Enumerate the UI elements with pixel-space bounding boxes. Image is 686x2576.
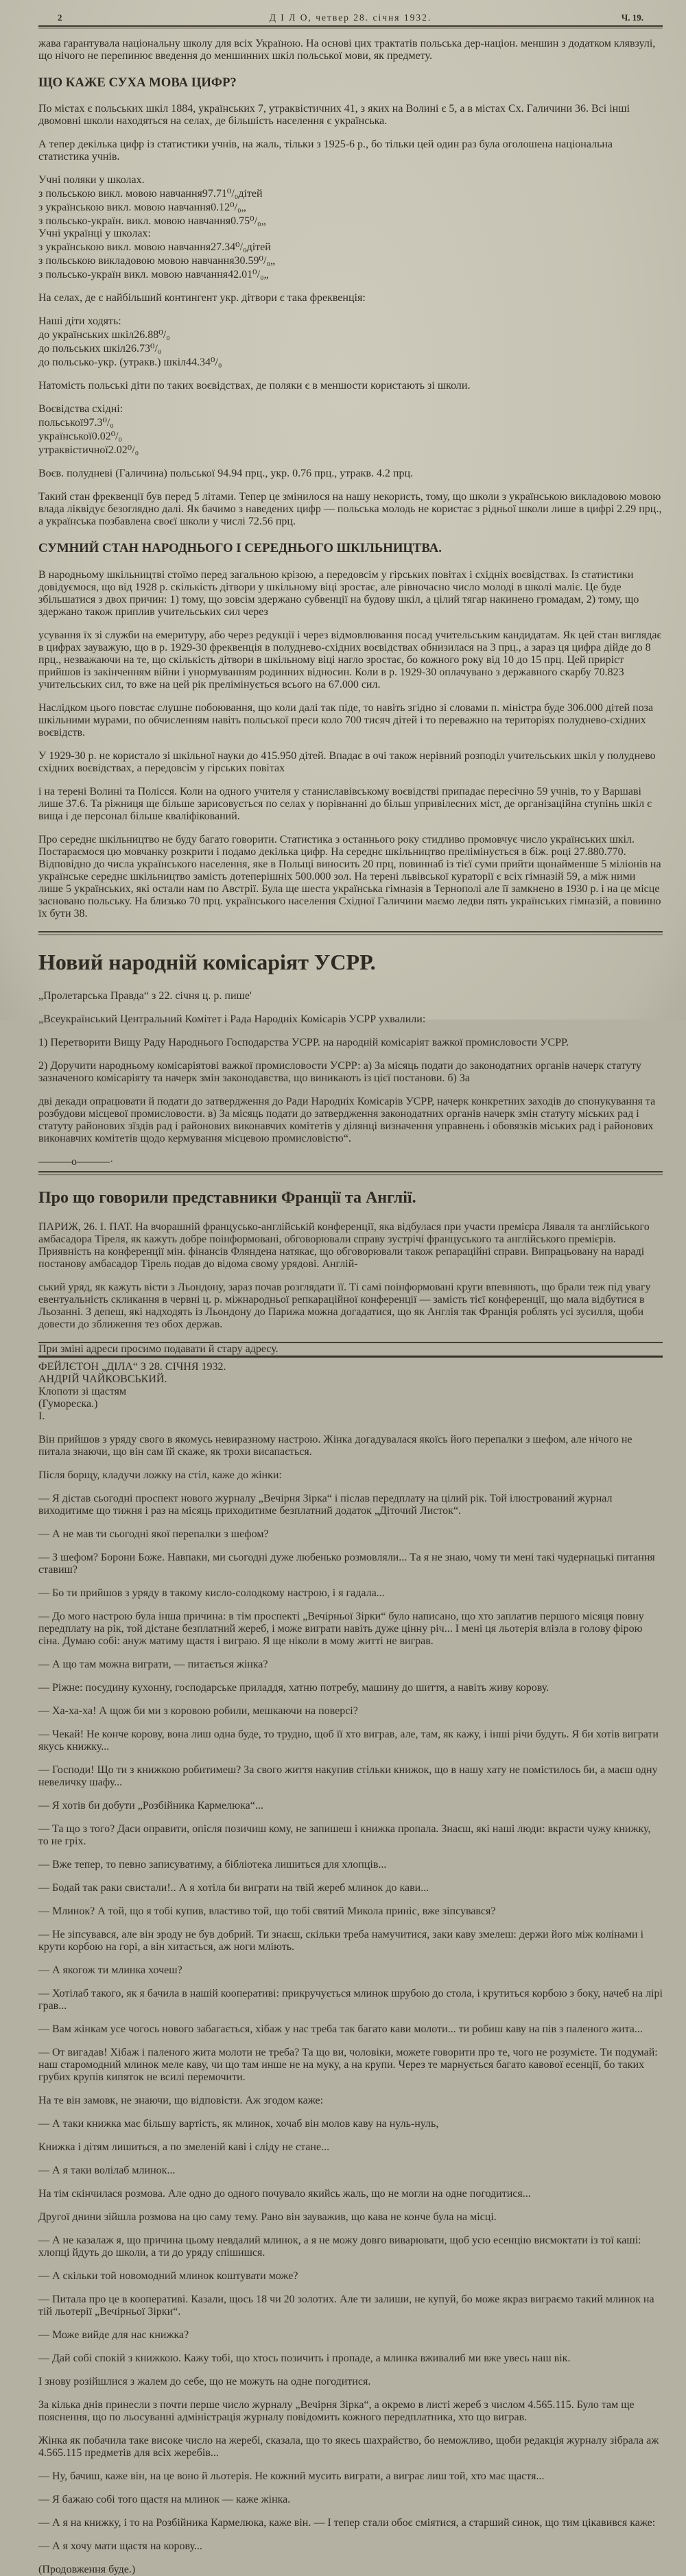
header-rule (38, 25, 663, 27)
article-school-continuation (38, 629, 663, 920)
paragraph: На селах, де є найбільший контингент укр. дітвори є така фреквенція: (38, 292, 366, 304)
paragraph: — Вже тепер, то певно записуватиму, а бібліотека лишиться для хлопців... (38, 1858, 387, 1870)
stat-cell: 42.01⁰/₀ (228, 269, 264, 281)
paragraph: — А не мав ти сьогодні якої перепалки з шефом? (38, 1528, 269, 1540)
headline-france-england: Про що говорили представники Франції та Англії. (38, 1188, 416, 1207)
article-school-column-3 (38, 786, 663, 920)
address-change-banner: При зміні адреси просимо подавати й стару адресу. (38, 1343, 279, 1355)
stat-table-title-poles: Учні поляки у школах. (38, 174, 145, 186)
stat-cell: до польсько-укр. (утракв.) шкіл (38, 357, 187, 369)
feuilleton-title: Клопоти зі щастям (38, 1385, 127, 1397)
article-usrr-right (38, 1096, 663, 1168)
stat-cell: „ (261, 215, 266, 228)
stat-cell: польської (38, 417, 84, 429)
paragraph: Після борщу, кладучи ложку на стіл, каже до жінки: (38, 1469, 282, 1481)
paragraph: — А що там можна виграти, — питається жінка? (38, 1658, 268, 1670)
headline-usrr: Новий народній комісаріят УСРР. (38, 950, 376, 975)
paragraph: — Хотілаб такого, як я бачила в нашій кооперативі: прикручується млинок шрубою до стола, і крутиться корбою з боку, начеб на лірі грав... (38, 1987, 663, 2012)
stat-cell: утраквістичної (38, 444, 108, 457)
paragraph: Воєв. полудневі (Галичина) польської 94.94 прц., укр. 0.76 прц., утракв. 4.2 прц. (38, 468, 413, 480)
feuilleton-rubric: ФЕЙЛЄТОН „ДІЛА“ З 28. СІЧНЯ 1932. (38, 1360, 226, 1373)
stat-cell: з польсько-україн викл. мовою навчання (38, 269, 228, 281)
article-school-column-2 (38, 629, 663, 775)
stat-row (38, 254, 663, 267)
paragraph: — Та що з того? Даси оправити, опісля позичиш кому, не запишеш і книжка пропала. Знаєш, які наші люди: вкрасти чужу книжку, то не гріх. (38, 1822, 651, 1847)
paragraph: — А скільки той новомодний млинок коштувати може? (38, 2270, 298, 2282)
paragraph: — Я бажаю собі того щастя на млинок — каже жінка. (38, 2493, 291, 2505)
paragraph: На тім скінчилася розмова. Але одно до одного почувало якийсь жаль, що не могли на одне погодитися... (38, 2187, 531, 2200)
paragraph: жава гарантувала національну школу для всіх Україною. На основі цих трактатів польська дер-націон. меншин з додатком клявзулі, що нічого не перепинює введення до меншинних шкіл польської мови, як предмету. (38, 38, 656, 62)
paragraph: В народньому шкільництві стоїмо перед загальною крізою, а передовсім у гірських повітах і східніх воєвідствах. Із статистики довідуємося, що від 1928 р. скількість дітвори у шкільному віці зростає, але рівночасно число молоді в школі маліє. Це буде збільшатися з двох причин: 1) тому, що зовсім здержано субвенції на будову шкіл, а цілий тягар накинено громадам, 2) тому, що здержано також приплив учительських сил через (38, 568, 639, 618)
stat-row (38, 200, 663, 214)
stat-row (38, 186, 663, 200)
stat-cell: 30.59⁰/₀ (234, 255, 270, 267)
paragraph: — З шефом? Борони Боже. Навпаки, ми сьогодні дуже любенько розмовляли... Та я не знаю, чому ти мені такі чудернацькі питання ставиш? (38, 1551, 655, 1576)
paragraph: — Я дістав сьогодні проспект нового журналу „Вечірня Зірка“ і післав передплату на цілий рік. Той ілюстрований журнал виходитиме що тижня і раз на місяць приходитиме безплатний додаток „Діточий Листок“. (38, 1492, 613, 1517)
stat-table-children (38, 328, 663, 369)
paragraph: На те він замовк, не знаючи, що відповісти. Аж згодом каже: (38, 2094, 324, 2106)
paragraph: Книжка і дітям лишиться, а по змеленій каві і сліду не стане... (38, 2141, 330, 2153)
article-france-england (38, 1221, 663, 1331)
stat-row (38, 341, 663, 355)
stat-cell: 26.88⁰/₀ (134, 329, 170, 341)
feuilleton-chapter-number: І. (38, 1410, 45, 1422)
feuilleton-section (38, 1361, 663, 2576)
stat-cell: з польською викл. мовою навчання (38, 188, 202, 200)
stat-cell: дітей (246, 241, 271, 254)
stat-cell: 44.34⁰/₀ (186, 357, 222, 369)
paragraph: усування їх зі служби на емеритуру, або через редукції і через відмовлювання посад учительським кандидатам. Як цей стан виглядає в цифрах зауважую, що в р. 1929-30 фреквенція в полуднево-східних воєвідствах обнизилася на 3 прц., а зараз ця цифра дійде до 8 прц., незважаючи на те, що скількість дітвори в шкільному віці нагло зростає, бо кожного року від 10 до 15 прц. Цей приріст прийшов із закінченням війни і унормуванням родинних відносин. Коли в р. 1929-30 оплачувано з державного скарбу 70.823 учительських сил, то вже на цей рік прелімінується всього на 67.000 сил. (38, 629, 662, 690)
stat-cell: української (38, 431, 92, 443)
paragraph: По містах є польських шкіл 1884, українських 7, утраквістичних 41, з яких на Волині є 5, а в містах Сх. Галичини 36. Всі інші двомовні школи находяться на селах, де більшість населення є українська. (38, 103, 630, 128)
paragraph: У 1929-30 р. не користало зі шкільної науки до 415.950 дітей. Впадає в очі також нерівний розподіл учительських шкіл у полуднево східних воєвідствах, а передовсім у гірських повітах (38, 749, 656, 774)
stat-cell: 0.12⁰/₀ (211, 202, 241, 214)
paragraph: — А якогож ти млинка хочеш? (38, 1964, 182, 1976)
article-france-left (38, 1221, 663, 1271)
stat-table-poles (38, 186, 663, 228)
paragraph: — А я на книжку, і то на Розбійника Кармелюка, каже він. — І тепер стали обоє сміятися, а старший синок, що тим цікавився каже: (38, 2516, 656, 2529)
stat-cell: 27.34⁰/₀ (211, 241, 247, 254)
article-school-column-1 (38, 38, 663, 618)
paragraph: „Всеукраїнський Центральний Комітет і Рада Народніх Комісарів УСРР ухвалили: (38, 1013, 426, 1025)
paragraph: — Ну, бачиш, каже він, на це воно й льотерія. Не кожний мусить виграти, а виграє лиш той, хто має щастя... (38, 2470, 545, 2482)
feuilleton-subtitle: (Гумореска.) (38, 1397, 98, 1410)
page-header (38, 7, 663, 25)
stat-cell: до польських шкіл (38, 343, 126, 355)
paragraph: Він прийшов з уряду свого в якомусь невиразному настрою. Жінка догадувалася якоїсь його перепалки з шефом, але нічого не питала знаючи, що він сам їй скаже, як трохи висапається. (38, 1433, 632, 1458)
paragraph: Такий стан фреквенції був перед 5 літами. Тепер це змінилося на нашу некористь, тому, що школи з українською викладовою мовою влада ліквідує безоглядно далі. Як бачимо з наведених цифр — польська молодь не користає з рідньої школи лише в цифрі 2.29 прц., а українська позбавлена своєї школи у числі 72.56 прц. (38, 491, 662, 528)
stat-row (38, 267, 663, 281)
stat-cell: „ (263, 269, 269, 281)
heading-dry-numbers: ЩО КАЖЕ СУХА МОВА ЦИФР? (38, 75, 237, 90)
paragraph: — От вигадав! Хібаж і паленого жита молоти не треба? Та що ви, чоловіки, можете говорити про те, чого не розумієте. Ти подумай: наш старомодний млинок меле каву, чи що там инше не на муку, а на крупи. Через те марнується багато кавової есенції, бо таких грубих крупів кипяток не всилі перемочити. (38, 2046, 658, 2083)
paragraph: ський уряд, як кажуть вісти з Льондону, зараз почав розглядати її. Ті самі поінформовані круги впевняють, що брали теж під увагу евентуальність скликання в червні ц. р. міжнародньої репкараційної конференції — замість тієї конференції, що мала відбутися в Льозанні. З депеш, які надходять із Льондону до Парижа можна догадатися, що як Англія так Франція роблять усі зусилля, щоби довести до зближення тез обох держав. (38, 1281, 651, 1330)
paragraph: і на терені Волині та Полісся. Коли на одного учителя у станиславівському воєвідстві припадає пересічно 59 учнів, то у Варшаві лише 37.6. Та ріжниця ще більше зарисовується по селах у порівнанні до більш упривілеєних міст, де організаційна ступінь шкіл є вища і де персонал більше кваліфікований. (38, 785, 652, 822)
stat-cell: з польською викладовою мовою навчання (38, 255, 235, 267)
paragraph: „Пролетарська Правда“ з 22. січня ц. р. пише' (38, 989, 252, 1002)
feuilleton-author: АНДРІЙ ЧАЙКОВСЬКИЙ. (38, 1373, 167, 1385)
article-end-mark: ———о———· (38, 1155, 114, 1168)
stat-table-voievodstva (38, 416, 663, 457)
paragraph: Другої днини зійшла розмова на цю саму тему. Рано він зауважив, що кава не конче була на місці. (38, 2211, 497, 2223)
stat-cell: з українською викл. мовою навчання (38, 241, 211, 254)
stat-cell: 2.02⁰/₀ (108, 444, 139, 457)
stat-row (38, 214, 663, 228)
paragraph: — Чекай! Не конче корову, вона лиш одна буде, то трудно, щоб її хто виграв, але, там, як кажу, і інші річи будуть. Я би хотів виграти якусь книжку... (38, 1728, 659, 1753)
paragraph: — Я хотів би добути „Розбійника Кармелюка“... (38, 1799, 263, 1811)
paragraph: — А я таки волілаб млинок... (38, 2164, 176, 2176)
stat-cell: 97.3⁰/₀ (83, 417, 114, 429)
page-number: 2 (58, 12, 62, 23)
continuation-note: (Продовження буде.) (38, 2563, 136, 2575)
stat-row (38, 443, 663, 457)
paragraph: І знову розійшлися з жалем до себе, що не можуть на одне погодитися. (38, 2375, 371, 2387)
feuilleton-column-3 (38, 2141, 663, 2576)
stat-row (38, 355, 663, 369)
paragraph: — Дай собі спокій з книжкою. Кажу тобі, що хтось позичить і пропаде, а млинка вживалиб ми вже увесь наш вік. (38, 2352, 571, 2364)
paragraph: 2) Доручити народньому комісаріятові важкої промисловости УСРР: а) За місяць подати до законодатних органів начерк статуту зазначеного комісаріяту та начерк змін законодавства, що виникають із цієї постанови. б) За (38, 1059, 641, 1084)
paragraph: — Питала про це в кооперативі. Казали, щось 18 чи 20 золотих. Але ти залиши, не купуй, бо може якраз виграємо такий млинок на тій льотерії „Вечірньої Зірки“. (38, 2293, 654, 2318)
paragraph: — Господи! Що ти з книжкою робитимеш? За свого життя накупив стільки книжок, що в нашу хату не помістилось би, а маєш одну невеличку шафу... (38, 1764, 658, 1788)
banner-rule-bottom (38, 1356, 663, 1361)
stat-cell: з українською викл. мовою навчання (38, 202, 211, 214)
issue-number: Ч. 19. (621, 12, 643, 23)
stat-row (38, 416, 663, 429)
feuilleton-column-1-text (38, 1434, 663, 1718)
paragraph: Про середнє шкільництво не буду багато говорити. Статистика з останнього року стидливо промовчує число українських шкіл. Постараємося цю мовчанку розкрити і подамо декілька цифр. На середнє шкільництво прелімінується в біж. році 27.880.770. Відповідно до числа українського населення, яке в Польщі виносить 20 прц, повиннаб із тієї суми прийти щонайменше 5 міліонів на українське середнє шкільництво замість дотеперішніх 500.000 зол. На терені львівської кураторії є всіх гімназій 59, а між ними лише 5 українських, які остали нам по Австрії. Була ще шеста українська гімназія в Тернополі але її замкнено в 1930 р. і на це місце засновано польську. На близько 70 прц. українського населення Східної Галичини маємо ледви пять українських гімназій, а повинно їх бути 38. (38, 833, 661, 919)
stat-table-title-voievodstva: Воєвідства східні: (38, 403, 123, 416)
stat-cell: дітей (238, 188, 263, 200)
stat-cell: 0.02⁰/₀ (91, 431, 123, 443)
right-region (38, 629, 663, 1331)
paragraph: — А я хочу мати щастя на корову... (38, 2540, 202, 2552)
stat-table-title-children: Наші діти ходять: (38, 315, 121, 328)
stat-row (38, 429, 663, 443)
stat-row (38, 328, 663, 341)
stat-cell: з польсько-україн. викл. мовою навчання (38, 215, 231, 228)
paragraph: — Вам жінкам усе чогось нового забагається, хібаж у нас треба так багато кави молоти... ти робиш каву на пів з паленого жита... (38, 2023, 643, 2035)
paragraph: — Бодай так раки свистали!.. А я хотіла би виграти на твій жереб млинок до кави... (38, 1881, 429, 1894)
feuilleton-column-3-text (38, 2141, 663, 2553)
heading-sad-state: СУМНИЙ СТАН НАРОДНЬОГО І СЕРЕДНЬОГО ШКІЛЬНИЦТВА. (38, 541, 442, 556)
paragraph: дві декади опрацювати й подати до затвердження до Ради Народніх Комісарів УСРР, начерк конкретних заходів до спонукування та розбудови місцевої промисловости. в) За місяць подати до затвердження законодатних органів начерк змін статуту міських рад і статуту районових зїздів рад і районових виконавчих комітетів у ділянці визначення управнень і обовязків міських рад і районових виконавчих комітетів щодо кермування місцевою промисловістю“. (38, 1095, 656, 1144)
stat-table-ukrainians (38, 240, 663, 281)
stat-cell: „ (270, 255, 276, 267)
feuilleton-column-1 (38, 1361, 663, 1718)
paragraph: — До мого настрою була інша причина: в тім проспекті „Вечірньої Зірки“ було написано, що хто заплатив першого місяця повну передплату на рік, той дістане безплатний жереб, і може виграти навіть дуже цінну річ... І мені ця льотерія влізла в голову фірою сіна. Думаю собі: ануж матиму щастя і виграю. Я ще ніколи в мому житті не виграв. (38, 1610, 644, 1647)
article-usrr (38, 990, 663, 1168)
stat-row (38, 240, 663, 254)
masthead: Д І Л О, четвер 28. січня 1932. (269, 12, 432, 23)
paragraph: — Ріжне: посудину кухонну, господарське приладдя, хатню потребу, машину до шиття, а навіть живу корову. (38, 1681, 549, 1694)
paragraph: Жінка як побачила таке високе число на жеребі, сказала, що то якесь шахрайство, бо неможливо, щоби редакція журналу зібрала аж 4.565.115 предметів для всіх жеребів... (38, 2434, 659, 2459)
paragraph: — Млинок? А той, що я тобі купив, властиво той, що тобі святий Микола приніс, вже зіпсувався? (38, 1905, 496, 1917)
paragraph: — Ха-ха-ха! А щож би ми з коровою робили, мешкаючи на поверсі? (38, 1705, 358, 1717)
paragraph: — Бо ти прийшов з уряду в такому кисло-солодкому настрою, і я гадала... (38, 1587, 385, 1599)
article-usrr-right-text (38, 1096, 663, 1145)
stat-cell: „ (241, 202, 246, 214)
stat-cell: до українських шкіл (38, 329, 134, 341)
top-section (38, 38, 663, 1331)
stat-table-title-ukrainians: Учні українці у школах: (38, 228, 151, 240)
paragraph: А тепер декілька цифр із статистики учнів, на жаль, тільки з 1925-6 р., бо тільки цей один раз була оголошена національна статистика учнів. (38, 139, 613, 163)
paragraph: ПАРИЖ, 26. І. ПАТ. На вчорашній францусько-англійській конференції, яка відбулася при участи премієра Ляваля та англійського амбасадора Тіреля, як кажуть добре поінформовані, обговорювали справу зустрічі француського та англійського премієрів. Приявність на конференції мін. фінансів Фляндена натякає, що обговорювали також репараційні справи. Випрацьовану на нараді постанову амбасадор Тірель подав до відома свому урядові. Англій- (38, 1220, 650, 1270)
paragraph: Наслідком цього повстає слушне побоювання, що коли далі так піде, то навіть згідно зі словами п. міністра буде 306.000 дітей поза шкільними мурами, по обчисленням навіть польської преси коло 700 тисяч дітей і то переважно на територіях полуднево-східних воєвідств. (38, 701, 654, 738)
section-rule (38, 931, 663, 935)
paragraph: — Може вийде для нас книжка? (38, 2328, 189, 2341)
section-rule (38, 1171, 663, 1175)
paragraph: — А не казалаж я, що причина цьому невдалий млинок, а я не можу довго виварювати, щоб усю есенцію висмоктати із тої каші: хлопці йдуть до школи, а ти до уряду спішишся. (38, 2234, 641, 2259)
paragraph: Натомість польські діти по таких воєвідствах, де поляки є в меншости користають зі школи. (38, 380, 471, 392)
feuilleton-column-2 (38, 1729, 663, 2130)
article-usrr-left (38, 990, 663, 1085)
stat-cell: 97.71⁰/₀ (202, 188, 239, 200)
paragraph: 1) Перетворити Вищу Раду Народнього Господарства УСРР. на народній комісаріят важкої промисловости УСРР. (38, 1036, 569, 1048)
paragraph: — Не зіпсувався, але він зроду не був добрий. Ти знаєш, скільки треба намучитися, заки каву змелеш: держи його між колінами і крути корбою на горі, а він хитається, аж ноги мліють. (38, 1928, 644, 1953)
article-france-right (38, 1281, 663, 1331)
stat-cell: 0.75⁰/₀ (230, 215, 261, 228)
paragraph: — А таки книжка має більшу вартість, як млинок, хочаб він молов каву на нуль-нуль, (38, 2117, 439, 2130)
stat-cell: 26.73⁰/₀ (126, 343, 162, 355)
paragraph: За кілька днів принесли з почти перше число журналу „Вечірня Зірка“, а окремо в листі жереб з числом 4.565.115. Було там ще пояснення, що по льосуванні адміністрація журналу повідомить кожного передплатника, хто що виграв. (38, 2398, 635, 2423)
